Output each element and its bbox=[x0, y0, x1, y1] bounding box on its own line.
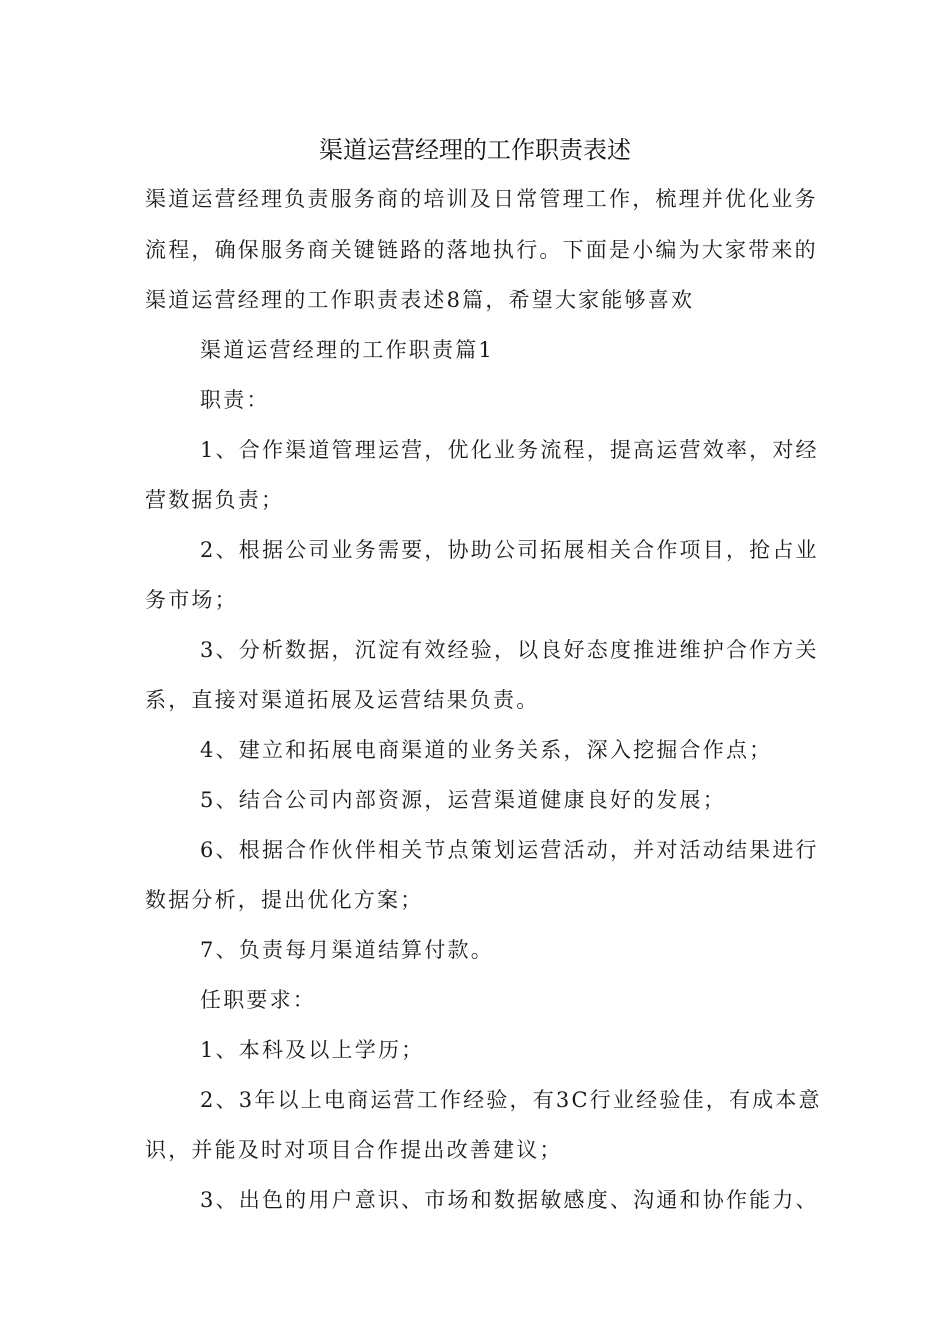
document-title: 渠道运营经理的工作职责表述 bbox=[319, 136, 631, 164]
requirements-heading: 任职要求： bbox=[200, 988, 316, 1012]
duty-item-4: 4、建立和拓展电商渠道的业务关系，深入挖掘合作点； bbox=[200, 738, 773, 762]
requirement-item-1: 1、本科及以上学历； bbox=[200, 1038, 425, 1062]
duty-item-6-line-2: 数据分析，提出优化方案； bbox=[145, 888, 424, 912]
requirement-item-3-line-1: 3、出色的用户意识、市场和数据敏感度、沟通和协作能力、 bbox=[200, 1188, 819, 1212]
duty-item-3-line-2: 系，直接对渠道拓展及运营结果负责。 bbox=[145, 688, 540, 712]
section-heading: 渠道运营经理的工作职责篇1 bbox=[200, 338, 494, 362]
duty-item-6-line-1: 6、根据合作伙伴相关节点策划运营活动，并对活动结果进行 bbox=[200, 838, 819, 862]
intro-line-3: 渠道运营经理的工作职责表述8篇，希望大家能够喜欢 bbox=[145, 288, 695, 312]
duty-item-1-line-1: 1、合作渠道管理运营，优化业务流程，提高运营效率，对经 bbox=[200, 438, 819, 462]
duty-item-7: 7、负责每月渠道结算付款。 bbox=[200, 938, 494, 962]
requirement-item-2-line-2: 识，并能及时对项目合作提出改善建议； bbox=[145, 1138, 563, 1162]
duty-item-2-line-1: 2、根据公司业务需要，协助公司拓展相关合作项目，抢占业 bbox=[200, 538, 819, 562]
duty-item-2-line-2: 务市场； bbox=[145, 588, 238, 612]
duty-item-1-line-2: 营数据负责； bbox=[145, 488, 285, 512]
requirement-item-2-line-1: 2、3年以上电商运营工作经验，有3C行业经验佳，有成本意 bbox=[200, 1088, 822, 1112]
duty-item-5: 5、结合公司内部资源，运营渠道健康良好的发展； bbox=[200, 788, 726, 812]
duty-item-3-line-1: 3、分析数据，沉淀有效经验，以良好态度推进维护合作方关 bbox=[200, 638, 819, 662]
intro-line-2: 流程，确保服务商关键链路的落地执行。下面是小编为大家带来的 bbox=[145, 238, 818, 262]
intro-line-1: 渠道运营经理负责服务商的培训及日常管理工作，梳理并优化业务 bbox=[145, 187, 818, 211]
duties-heading: 职责： bbox=[200, 388, 270, 412]
